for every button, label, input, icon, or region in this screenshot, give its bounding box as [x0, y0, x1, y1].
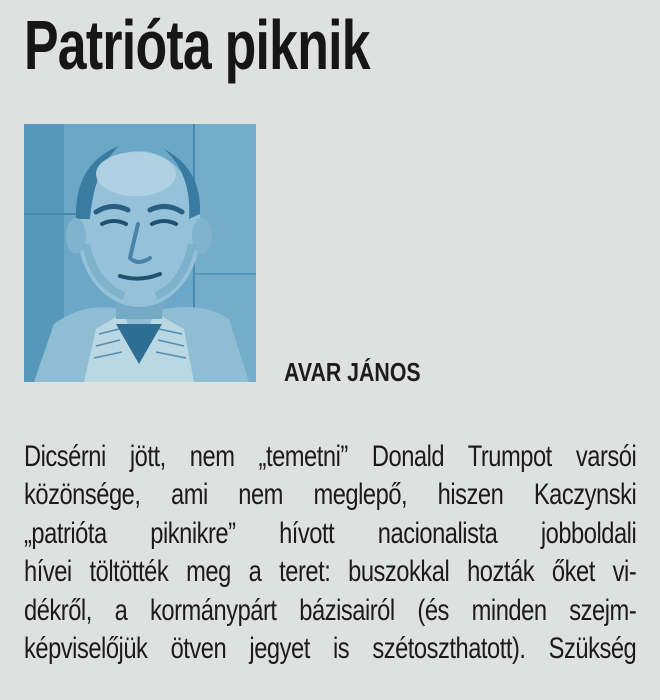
article-body: [24, 438, 636, 668]
author-portrait: [24, 124, 256, 382]
headline: Patrióta piknik: [24, 6, 370, 84]
body-line: közönsége, ami nem meglepő, hiszen Kaczynski: [24, 478, 637, 512]
body-line: Dicsérni jött, nem „temetni” Donald Trumpot varsói: [24, 440, 637, 473]
body-line: „patrióta piknikre” hívott nacionalista jobboldali: [24, 516, 637, 550]
author-name: AVAR JÁNOS: [284, 357, 421, 387]
body-line: hívei töltötték meg a teret: buszokkal hozták őket vi-: [24, 555, 637, 589]
body-line: dékről, a kormánypárt bázisairól (és minden szejm-: [24, 593, 637, 627]
body-line: képviselőjük ötven jegyet is szétoszthatott). Szükség: [24, 631, 637, 665]
